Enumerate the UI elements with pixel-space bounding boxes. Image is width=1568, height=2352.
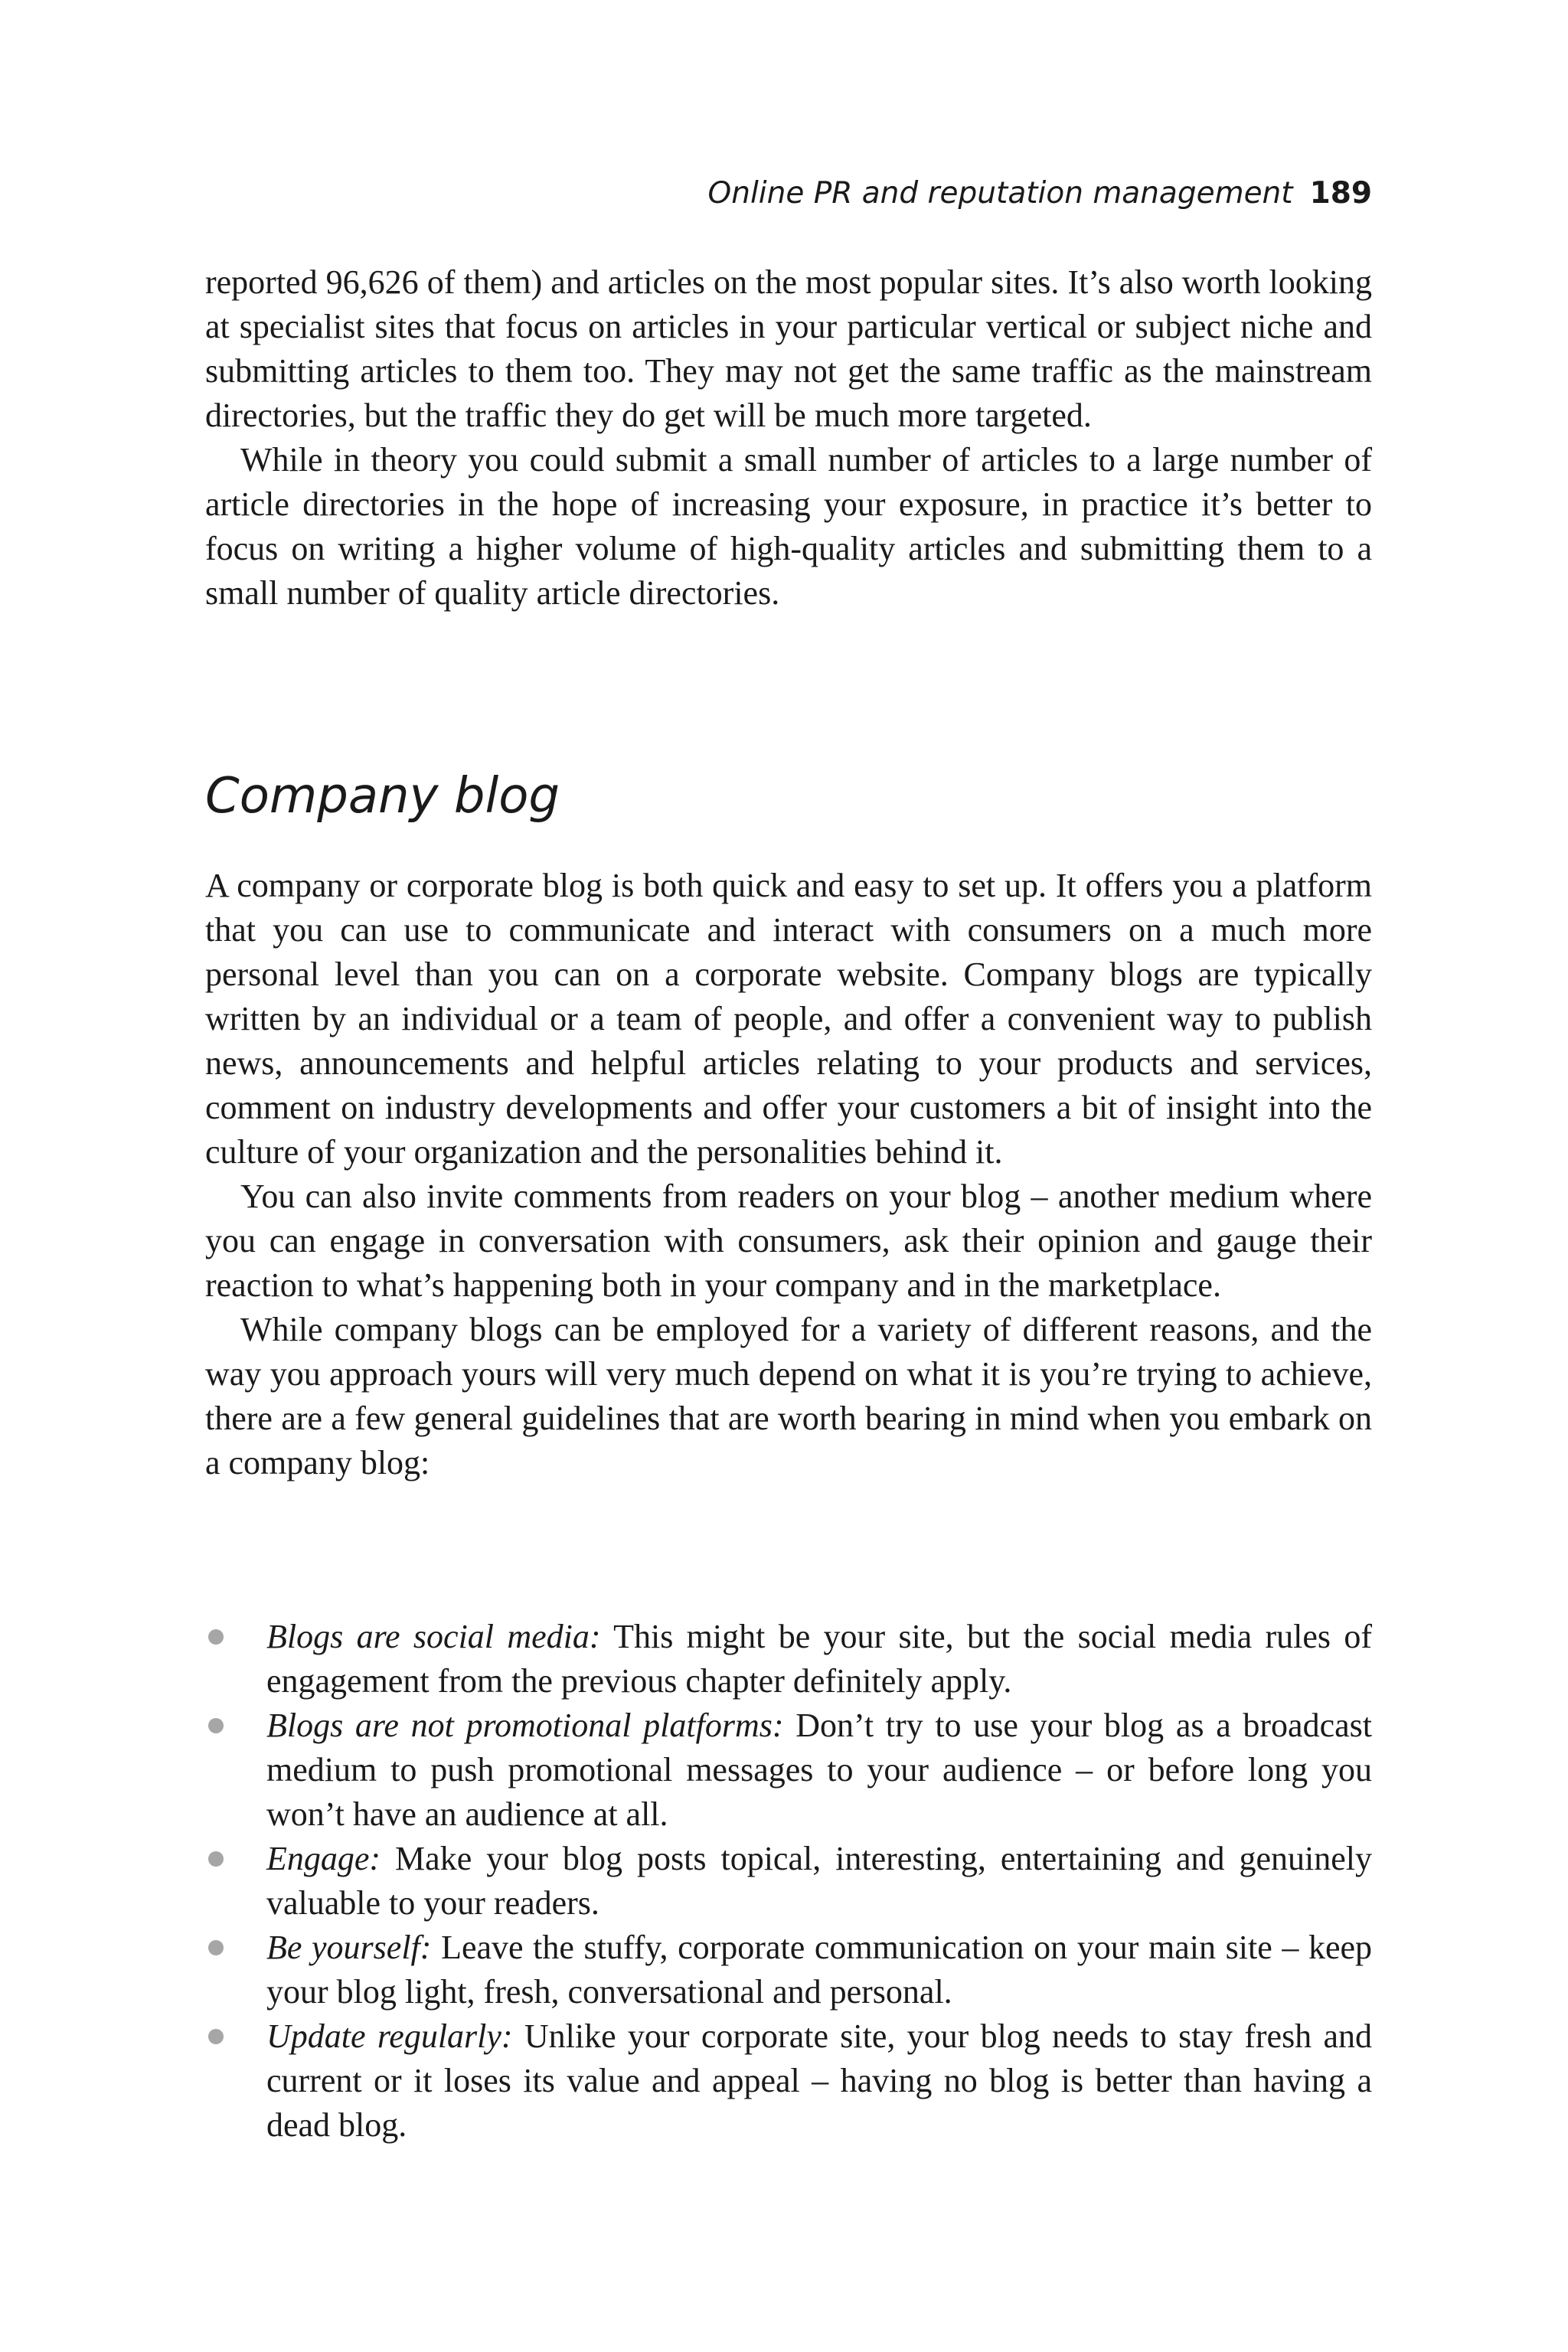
paragraph: You can also invite comments from readers on your blog – another medium where you can engage in conversation with consumers, ask their opinion and gauge their reaction to what’s happening both in your company and in the marketplace. — [205, 1178, 1372, 1304]
list-item-term: Engage: — [266, 1840, 381, 1877]
page-number: 189 — [1309, 176, 1372, 211]
bullet-dot-icon — [208, 1851, 224, 1867]
page-header — [205, 175, 1372, 213]
paragraph: A company or corporate blog is both quick and easy to set up. It offers you a platform that you can use to communicate and interact with consumers on a much more personal level than you can on a corporate website. Company blogs are typically written by an individual or a team of people, and offer a convenient way to publish news, announcements and helpful articles relating to your products and services, comment on industry developments and offer your customers a bit of insight into the culture of your organization and the personalities behind it. — [205, 867, 1372, 1171]
paragraph: While company blogs can be employed for a variety of different reasons, and the way you approach yours will very much depend on what it is you’re trying to achieve, there are a few general guidelines that are worth bearing in mind when you embark on a company blog: — [205, 1311, 1372, 1481]
list-item — [205, 1704, 1372, 1837]
bullet-dot-icon — [208, 1940, 224, 1955]
paragraph: While in theory you could submit a small number of articles to a large number of article directories in the hope of increasing your exposure, in practice it’s better to focus on writing a higher volume of high-quality articles and submitting them to a small number of quality article directories. — [205, 441, 1372, 612]
intro-text-block — [205, 260, 1372, 616]
bullet-dot-icon — [208, 1718, 224, 1733]
section-body — [205, 864, 1372, 1485]
list-item — [205, 1926, 1372, 2014]
paragraph: reported 96,626 of them) and articles on the most popular sites. It’s also worth looking at specialist sites that focus on articles in your particular vertical or subject niche and submitting articles to them too. They may not get the same traffic as the mainstream directories, but the traffic they do get will be much more targeted. — [205, 263, 1372, 434]
bullet-dot-icon — [208, 1629, 224, 1645]
list-item-term: Be yourself: — [266, 1929, 432, 1966]
list-item-term: Blogs are social media: — [266, 1618, 601, 1655]
list-item — [205, 1837, 1372, 1926]
bullet-dot-icon — [208, 2029, 224, 2044]
list-item — [205, 1615, 1372, 1704]
list-item-text: Make your blog posts topical, interesting, entertaining and genuinely valuable to your readers. — [266, 1840, 1373, 1922]
list-item-term: Update regularly: — [266, 2017, 513, 2055]
guidelines-list — [205, 1615, 1372, 2148]
list-item-text: This might be your site, but the social media rules of engagement from the previous chapter definitely apply. — [266, 1618, 1372, 1700]
list-item-text: Leave the stuffy, corporate communication on your main site – keep your blog light, fresh, conversational and personal. — [266, 1929, 1373, 2011]
list-item-term: Blogs are not promotional platforms: — [266, 1707, 784, 1744]
list-item-text: Don’t try to use your blog as a broadcast medium to push promotional messages to your audience – or before long you won’t have an audience at all. — [266, 1707, 1372, 1833]
list-item — [205, 2014, 1372, 2148]
section-heading: Company blog — [205, 768, 560, 825]
list-item-text: Unlike your corporate site, your blog needs to stay fresh and current or it loses its value and appeal – having no blog is better than having a dead blog. — [266, 2017, 1373, 2144]
running-title: Online PR and reputation management — [707, 176, 1293, 211]
